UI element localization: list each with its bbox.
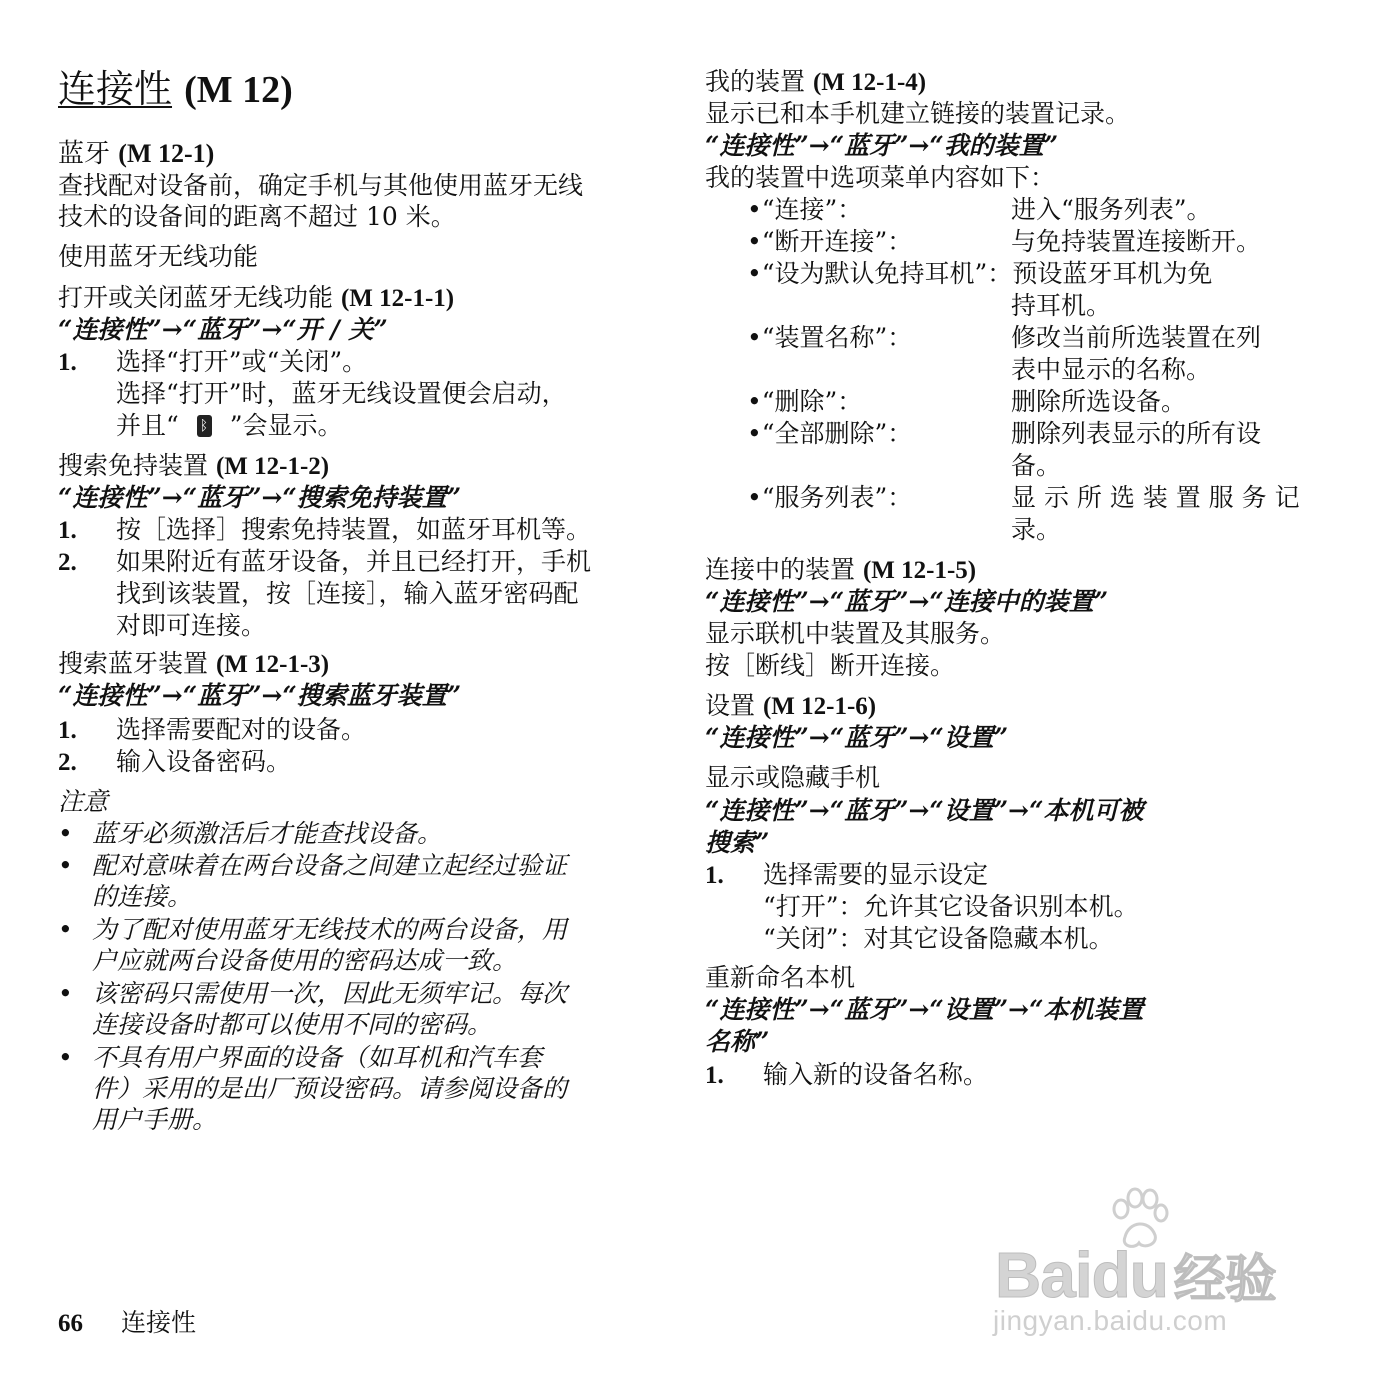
visibility-path-line-1: “连接性”→“蓝牙”→“设置”→“本机可被: [705, 796, 1144, 825]
handsfree-step-1: [58, 514, 591, 547]
note-text: 该密码只需使用一次，因此无须牢记。每次: [92, 979, 568, 1008]
bullet: •: [747, 387, 762, 416]
menu-desc: 修改当前所选装置在列: [1011, 323, 1262, 352]
menu-item-delete: [747, 386, 862, 418]
connected-devices-desc-2: 按［断线］断开连接。: [705, 651, 956, 680]
bullet: •: [747, 259, 762, 288]
search-bluetooth-path: “连接性”→“蓝牙”→“搜索蓝牙装置”: [58, 681, 462, 710]
step-number: 1.: [705, 1062, 724, 1089]
handsfree-step-2-line-2: 找到该装置，按［连接］，输入蓝牙密码配: [116, 579, 579, 608]
menu-item-set-default: [747, 258, 1212, 290]
page-title-code: (M 12): [184, 69, 293, 111]
bullet: •: [58, 979, 73, 1008]
my-devices-path: “连接性”→“蓝牙”→“我的装置”: [705, 131, 1059, 160]
detail-text-pre: 并且“: [116, 411, 179, 440]
page-title-text: 连接性: [58, 67, 173, 111]
menu-desc: 与免持装置连接断开。: [1011, 227, 1262, 256]
toggle-step-1-detail-1: 选择“打开”时，蓝牙无线设置便会启动，: [116, 379, 567, 408]
menu-desc: 删除列表显示的所有设: [1011, 419, 1262, 448]
my-devices-menu-intro: 我的装置中选项菜单内容如下：: [705, 163, 1056, 192]
subsection-code: (M 12-1-6): [762, 693, 877, 720]
connected-devices-path: “连接性”→“蓝牙”→“连接中的装置”: [705, 587, 1109, 616]
menu-desc: 显 示 所 选 装 置 服 务 记: [1011, 483, 1300, 512]
menu-key: “连接”：: [761, 195, 863, 224]
step-number: 1.: [58, 349, 77, 376]
toggle-step-1: [58, 346, 367, 379]
detail-text-post: ”会显示。: [229, 411, 343, 440]
section-title-text: 蓝牙: [58, 139, 111, 169]
subsection-title-text: 搜索蓝牙装置: [58, 649, 209, 678]
rename-path-line-2: 名称”: [705, 1027, 770, 1056]
menu-desc: 预设蓝牙耳机为免: [1012, 259, 1213, 288]
step-text: 输入设备密码。: [116, 747, 292, 776]
subsection-title-text: 设置: [705, 691, 756, 720]
step-text: 如果附近有蓝牙设备，并且已经打开，手机: [116, 547, 592, 576]
note-text: 的连接。: [92, 882, 193, 911]
note-text: 连接设备时都可以使用不同的密码。: [92, 1010, 493, 1039]
step-text: 选择“打开”或“关闭”。: [116, 347, 368, 376]
toggle-bluetooth-title: [58, 282, 454, 315]
menu-key: “设为默认免持耳机”：: [761, 259, 1013, 288]
search-bluetooth-title: [58, 648, 329, 681]
step-number: 2.: [58, 549, 77, 576]
step-number: 1.: [58, 517, 77, 544]
toggle-step-1-detail-2: [116, 410, 343, 442]
step-text: 按［选择］搜索免持装置，如蓝牙耳机等。: [116, 515, 592, 544]
menu-key: “删除”：: [761, 387, 863, 416]
note-text: 用户手册。: [92, 1105, 218, 1134]
menu-item-delete-all: [747, 418, 912, 450]
note-title: 注意: [58, 787, 109, 816]
note-item: [58, 1042, 73, 1074]
menu-key: “服务列表”：: [761, 483, 913, 512]
visibility-step-1: [705, 859, 988, 892]
connected-devices-desc-1: 显示联机中装置及其服务。: [705, 619, 1006, 648]
baidu-watermark: [985, 1185, 1315, 1345]
subsection-title-text: 我的装置: [705, 67, 806, 96]
bluetooth-desc-line-2: 技术的设备间的距离不超过 10 米。: [58, 202, 456, 231]
page-number: 66: [58, 1310, 83, 1337]
search-handsfree-path: “连接性”→“蓝牙”→“搜索免持装置”: [58, 483, 462, 512]
bullet: •: [58, 1043, 73, 1072]
subsection-title-text: 搜索免持装置: [58, 451, 209, 480]
handsfree-step-2-line-3: 对即可连接。: [116, 611, 267, 640]
connected-devices-title: [705, 554, 976, 587]
menu-key: “全部删除”：: [761, 419, 913, 448]
rename-heading: 重新命名本机: [705, 963, 856, 992]
use-bluetooth-heading: 使用蓝牙无线功能: [58, 242, 259, 271]
settings-path: “连接性”→“蓝牙”→“设置”: [705, 723, 1009, 752]
bullet: •: [58, 851, 73, 880]
page-title: [58, 66, 293, 113]
subsection-code: (M 12-1-5): [862, 557, 977, 584]
note-text: 户应就两台设备使用的密码达成一致。: [92, 946, 518, 975]
bullet: •: [747, 227, 762, 256]
note-text: 蓝牙必须激活后才能查找设备。: [92, 819, 443, 848]
rename-step-1: [705, 1059, 988, 1092]
section-bluetooth-title: [58, 138, 214, 170]
my-devices-desc: 显示已和本手机建立链接的装置记录。: [705, 99, 1131, 128]
menu-desc: 删除所选设备。: [1011, 387, 1187, 416]
bluetooth-desc-line-1: 查找配对设备前，确定手机与其他使用蓝牙无线: [58, 171, 584, 200]
subsection-code: (M 12-1-3): [215, 651, 330, 678]
note-item: [58, 914, 73, 946]
menu-desc: 录。: [1011, 515, 1062, 544]
visibility-heading: 显示或隐藏手机: [705, 763, 881, 792]
note-text: 件）采用的是出厂预设密码。请参阅设备的: [92, 1074, 568, 1103]
menu-item-disconnect: [747, 226, 912, 258]
menu-desc: 进入“服务列表”。: [1011, 195, 1212, 224]
subsection-code: (M 12-1-1): [340, 285, 455, 312]
rename-path-line-1: “连接性”→“蓝牙”→“设置”→“本机装置: [705, 995, 1144, 1024]
bullet: •: [58, 819, 73, 848]
menu-item-connect: [747, 194, 862, 226]
note-text: 为了配对使用蓝牙无线技术的两台设备，用: [92, 915, 568, 944]
menu-item-device-name: [747, 322, 912, 354]
step-text: 选择需要的显示设定: [763, 860, 989, 889]
subsection-title-text: 打开或关闭蓝牙无线功能: [58, 283, 334, 312]
bullet: •: [747, 483, 762, 512]
note-item: [58, 818, 73, 850]
settings-title: [705, 690, 876, 723]
watermark-url: jingyan.baidu.com: [993, 1305, 1228, 1336]
search-step-1: [58, 714, 366, 747]
step-number: 1.: [705, 862, 724, 889]
watermark-brand: [995, 1237, 1276, 1312]
note-item: [58, 978, 73, 1010]
footer-section: 连接性: [121, 1308, 197, 1337]
visibility-option-on: “打开”：允许其它设备识别本机。: [763, 892, 1139, 921]
bullet: •: [747, 323, 762, 352]
step-text: 选择需要配对的设备。: [116, 715, 367, 744]
search-step-2: [58, 746, 291, 779]
subsection-code: (M 12-1-2): [215, 453, 330, 480]
subsection-title-text: 连接中的装置: [705, 555, 856, 584]
subsection-code: (M 12-1-4): [812, 69, 927, 96]
bluetooth-icon: [197, 415, 212, 437]
handsfree-step-2: [58, 546, 591, 579]
bullet: •: [747, 419, 762, 448]
search-handsfree-title: [58, 450, 329, 483]
menu-key: “装置名称”：: [761, 323, 913, 352]
step-text: 输入新的设备名称。: [763, 1060, 989, 1089]
bullet: •: [747, 195, 762, 224]
menu-desc: 表中显示的名称。: [1011, 355, 1212, 384]
menu-key: “断开连接”：: [761, 227, 913, 256]
visibility-path-line-2: 搜索”: [705, 828, 770, 857]
my-devices-title: [705, 66, 926, 99]
bullet: •: [58, 915, 73, 944]
menu-desc: 持耳机。: [1011, 291, 1112, 320]
menu-item-service-list: [747, 482, 912, 514]
menu-desc: 备。: [1011, 451, 1062, 480]
visibility-option-off: “关闭”：对其它设备隐藏本机。: [763, 924, 1114, 953]
step-number: 2.: [58, 749, 77, 776]
step-number: 1.: [58, 717, 77, 744]
page-footer: [58, 1303, 196, 1339]
section-code: (M 12-1): [118, 139, 215, 168]
watermark-brand-zh: 经验: [1173, 1251, 1276, 1309]
toggle-bluetooth-path: “连接性”→“蓝牙”→“开 / 关”: [58, 315, 388, 344]
note-item: [58, 850, 73, 882]
note-text: 不具有用户界面的设备（如耳机和汽车套: [92, 1043, 543, 1072]
watermark-brand-text: Baidu: [995, 1239, 1168, 1311]
note-text: 配对意味着在两台设备之间建立起经过验证: [92, 851, 568, 880]
